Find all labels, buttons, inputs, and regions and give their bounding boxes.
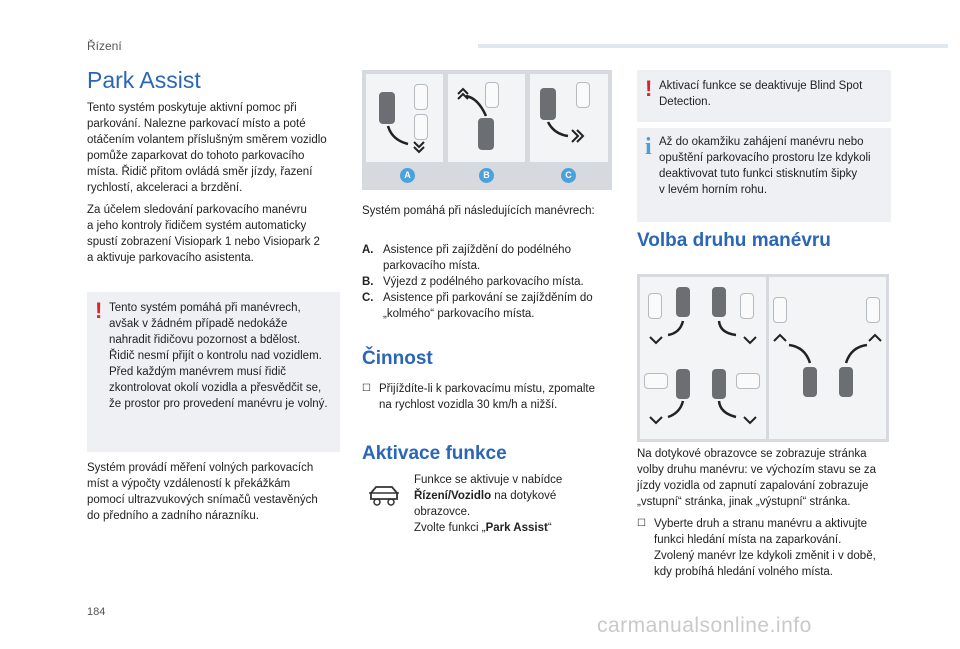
page-title: Park Assist — [87, 67, 201, 93]
text-line: opuštění parkovacího prostoru lze kdykoli — [659, 152, 871, 164]
warning-note — [87, 292, 340, 452]
text-line: Řidič nesmí přijít o kontrolu nad vozidlem. — [109, 350, 322, 362]
bullet-icon: ☐ — [362, 383, 371, 394]
sensors-paragraph — [87, 460, 347, 524]
text-line: nahradit řidičovu pozornost a bdělost. — [109, 334, 301, 346]
text-line: do předního a zadního nárazníku. — [87, 510, 259, 522]
text-line: kdy probíhá hledání volného místa. — [654, 566, 834, 578]
item-key: C. — [362, 292, 374, 304]
text-line: parkování. Nalezne parkovací místo a poté — [87, 118, 306, 130]
warning-icon: ! — [645, 76, 653, 101]
badge-b: B — [479, 168, 494, 183]
function-name: Park Assist — [485, 522, 548, 534]
arrow-icon — [448, 74, 525, 162]
text-line: avšak v žádném případě nedokáže — [109, 318, 288, 330]
text-line: jízdy vozidla od zapnutí zapalování zobrazuje — [637, 480, 869, 492]
maneuver-list — [362, 242, 618, 322]
panel-c — [530, 74, 608, 162]
bullet-icon: ☐ — [637, 518, 646, 529]
text-line: Vyberte druh a stranu manévru a aktivujte — [654, 518, 868, 530]
item-key: A. — [362, 244, 374, 256]
text-line: Funkce se aktivuje v nabídce — [414, 474, 563, 486]
panel-b — [448, 74, 525, 162]
arrow-icon — [530, 74, 608, 162]
maneuver-selection-illustration — [637, 274, 889, 442]
cinnost-bullet — [362, 381, 622, 413]
steering-car-icon — [367, 481, 401, 511]
text-line: na rychlost vozidla 30 km/h a nižší. — [379, 399, 558, 411]
panel-a — [366, 74, 443, 162]
text-line: funkci hledání místa na zaparkování. — [654, 534, 842, 546]
section-heading-cinnost: Činnost — [362, 348, 433, 369]
text-line: parkovacího místa. — [383, 260, 481, 272]
text-line: Na dotykové obrazovce se zobrazuje stránka — [637, 448, 867, 460]
badge-a: A — [400, 168, 415, 183]
menu-path: Řízení/Vozidlo — [414, 490, 492, 502]
warning-note-bsd — [637, 70, 891, 122]
text-line: Systém provádí měření volných parkovacích — [87, 462, 314, 474]
text-line: zkontrolovat okolí vozidla a přesvědčit se, — [109, 382, 322, 394]
list-item — [362, 242, 618, 274]
section-heading-volba: Volba druhu manévru — [637, 230, 831, 251]
info-note — [637, 128, 891, 222]
page-number: 184 — [87, 606, 106, 618]
text-line: a jeho kontroly řidičem systém automaticky — [87, 220, 307, 232]
text-line: „vstupní“ stránka, jinak „výstupní“ stránka. — [637, 496, 851, 508]
section-heading-aktivace: Aktivace funkce — [362, 443, 507, 464]
warning-icon: ! — [95, 298, 103, 323]
badge-c: C — [561, 168, 576, 183]
intro-paragraph — [87, 100, 347, 196]
text-line: pomocí ultrazvukových snímačů vestavěných — [87, 494, 318, 506]
text-line: rychlostí, akceleraci a brzdění. — [87, 182, 243, 194]
arrows-icon — [640, 277, 766, 439]
text-line: místa. Řidič přitom ovládá směr jízdy, řazení — [87, 166, 313, 178]
text-line: otáčením volantem příslušným směrem vozidlo — [87, 134, 327, 146]
arrows-icon — [769, 277, 886, 439]
watermark: carmanualsonline.info — [597, 614, 812, 637]
volba-paragraph — [637, 446, 897, 510]
text-line: spustí zobrazení Visiopark 1 nebo Visiopark 2 — [87, 236, 320, 248]
selection-panel-left — [640, 277, 766, 439]
volba-bullet — [637, 516, 899, 580]
header-bar — [478, 44, 948, 48]
maneuver-illustration — [362, 70, 612, 190]
text-line: že prostor pro provedení manévru je volný. — [109, 398, 328, 410]
text-line: v levém horním rohu. — [659, 184, 768, 196]
text-line: obrazovce. — [414, 506, 471, 518]
list-item — [362, 274, 618, 290]
item-key: B. — [362, 276, 374, 288]
selection-panel-right — [769, 277, 886, 439]
text-line: Přijíždíte-li k parkovacímu místu, zpomalte — [379, 383, 596, 395]
monitoring-paragraph — [87, 202, 347, 266]
section-header: Řízení — [87, 39, 122, 53]
text-line: Aktivací funkce se deaktivuje Blind Spot — [659, 80, 863, 92]
text-line: Za účelem sledování parkovacího manévru — [87, 204, 307, 216]
text-line: Až do okamžiku zahájení manévru nebo — [659, 136, 864, 148]
text-line: Tento systém poskytuje aktivní pomoc při — [87, 102, 297, 114]
arrow-icon — [366, 74, 443, 162]
text-line: Asistence při zajíždění do podélného — [383, 244, 571, 256]
maneuvers-lead: Systém pomáhá při následujících manévrech: — [362, 205, 595, 217]
text-line: „kolmého“ parkovacího místa. — [383, 308, 535, 320]
info-icon: i — [645, 134, 652, 160]
text-line: Tento systém pomáhá při manévrech, — [109, 302, 301, 314]
text-line: Zvolený manévr lze kdykoli změnit i v době, — [654, 550, 876, 562]
text-line: Asistence při parkování se zajížděním do — [383, 292, 593, 304]
text-line: míst a výpočty vzdáleností k překážkám — [87, 478, 291, 490]
text-line: Detection. — [659, 96, 711, 108]
text-run: Zvolte funkci „ — [414, 522, 486, 534]
list-item — [362, 290, 618, 322]
text-run: “ — [547, 522, 552, 534]
text-line — [414, 488, 614, 504]
text-run: na dotykové — [491, 490, 557, 502]
text-line: Výjezd z podélného parkovacího místa. — [383, 276, 584, 288]
text-line: volby druhu manévru: ve výchozím stavu se za — [637, 464, 877, 476]
text-line: pomůže zaparkovat do tohoto parkovacího — [87, 150, 305, 162]
text-line: deaktivovat tuto funkci stisknutím šipky — [659, 168, 858, 180]
text-line: a aktivuje parkovacího asistenta. — [87, 252, 254, 264]
text-line — [414, 520, 614, 536]
text-line: Před každým manévrem musí řidič — [109, 366, 287, 378]
aktivace-text — [414, 472, 614, 536]
